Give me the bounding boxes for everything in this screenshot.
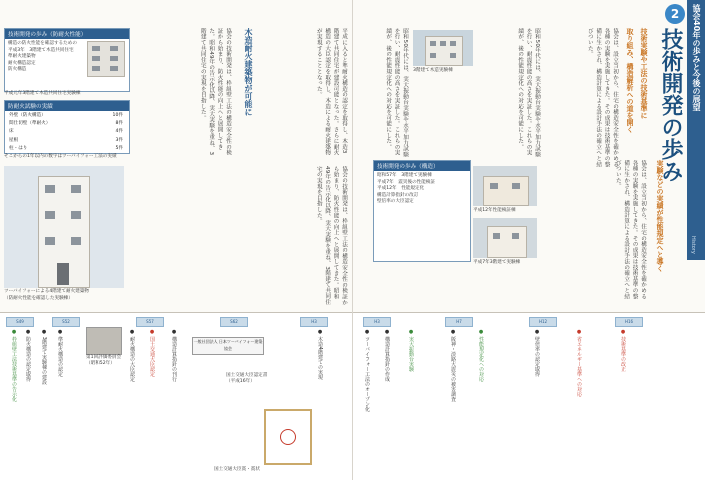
timeline-item: ● 木造4階建ての実現 xyxy=(317,329,323,380)
timeline-item: ● 国土交通大臣認定 xyxy=(149,329,155,377)
timeline-item: ● 防火構造の認定取得 xyxy=(25,329,31,382)
box-line: 耐火構造認定 xyxy=(8,60,36,66)
box-line: 防火構造 xyxy=(8,67,27,73)
structure-box xyxy=(373,160,471,262)
structure-box-title: 技術開発の歩み（構造） xyxy=(374,161,470,171)
timeline-item: ● 構造計算指針の刊行 xyxy=(171,329,177,382)
body-text-column: 昭和50年代には、実大振動台実験や水平加力試験を行い、耐震性能の高さを実証した。これらの実績が、後の性能規定化への対応を可能にした。 xyxy=(385,28,408,158)
chapter-number-badge: 2 xyxy=(665,4,685,24)
box-line: 平成7年 震災後の性能検証 xyxy=(377,179,436,185)
section-tab xyxy=(687,0,705,260)
association-logo: 一般社団法人 日本ツーバイフォー建築協会 xyxy=(192,337,264,355)
box-line: 平成12年 性能規定化 xyxy=(377,186,425,192)
table-row: 屋根 3件 xyxy=(9,137,123,143)
subheading: 実験などの実績が性能規定へと導く xyxy=(656,160,664,272)
timeline-year: H16 xyxy=(615,317,643,327)
timeline-item: ● 壁倍率の認定取得 xyxy=(534,329,540,377)
body-text-column: 協会は、設立当初から、住宅の構造安全性を確かめる各種の実験を実施してきた。その成果は技術基準の整備に生かされ、構造計算による設計手法の確立へと結びついた。 xyxy=(614,160,646,300)
timeline-item: ● 3階建て実験棟の建設 xyxy=(41,329,47,385)
subheading: 木造耐火建築物が可能に xyxy=(244,28,253,116)
four-story-building-image xyxy=(4,166,124,288)
section-tab-label: 協会40年の歩みと今後の展望 xyxy=(692,4,701,112)
timeline-item: ● ツーバイフォー工法のオープン化 xyxy=(364,329,370,412)
timeline-year: H7 xyxy=(445,317,473,327)
box-line: 昭和57年 3階建て実験棟 xyxy=(377,173,432,178)
fire-performance-box xyxy=(4,28,130,92)
body-text-column: 協会は、設立当初から、住宅の構造安全性を確かめる各種の実験を実施してきた。その成果は技術基準の整備に生かされ、構造計算による設計手法の確立へと結びついた。 xyxy=(586,28,618,168)
box-line: 準耐火建築物 xyxy=(8,54,36,60)
body-text-column: 昭和50年代には、実大振動台実験や水平加力試験を行い、耐震性能の高さを実証した。これらの実績が、後の性能規定化への対応を可能にした。 xyxy=(517,28,540,158)
house-image xyxy=(473,218,537,258)
chapter-title: 技術開発の歩み xyxy=(658,28,684,182)
timeline-item: ● 阪神・淡路大震災の被害調査 xyxy=(450,329,456,402)
timeline-left xyxy=(0,312,352,480)
timeline-item: ● 耐火構造の大臣認定 xyxy=(129,329,135,382)
fire-performance-box-title: 技術開発の歩み（防耐火性能） xyxy=(5,29,129,39)
box-line: 壁倍率の大臣認定 xyxy=(377,199,414,205)
history-label: History xyxy=(690,236,696,254)
timeline-right xyxy=(353,312,705,480)
certificate-caption-sub: （平成16年） xyxy=(226,379,255,384)
photo-caption: 平成7年3階建て実験棟 xyxy=(473,260,521,265)
fire-tests-box-title: 防耐火試験の実績 xyxy=(5,101,129,111)
table-row: 床 4件 xyxy=(9,129,123,135)
timeline-item: ● 実大振動台実験 xyxy=(408,329,414,372)
timeline-item: ● 性能規定化への対応 xyxy=(478,329,484,382)
group-photo-image xyxy=(86,327,122,355)
timeline-item: ● 技術基準の改正 xyxy=(620,329,626,372)
photo-caption: 3階建て木造実験棟 xyxy=(413,68,453,73)
table-row: 間仕切壁（準耐火） 8件 xyxy=(9,121,123,127)
table-row: 柱・はり 5件 xyxy=(9,145,123,151)
timeline-year: S62 xyxy=(220,317,248,327)
seal-icon xyxy=(280,429,296,445)
table-note: そこからの1年以内の数字はツーバイフォー工法の実績 xyxy=(4,154,117,159)
timeline-year: S52 xyxy=(52,317,80,327)
timeline-item: ● 枠組壁工法技術基準の告示化 xyxy=(11,329,17,402)
body-text-column: 協会の技術開発は、枠組壁工法の構造安全性の検証から始まり、防火性能の向上へと展開してきた。昭和49年の告示化以降、実大実験を重ね、3階建て共同住宅の実現を目指した。 xyxy=(199,28,231,156)
body-text-column: 協会の技術開発は、枠組壁工法の構造安全性の検証から始まり、防火性能の向上へと展開してきた。昭和49年の告示化以降、実大実験を重ね、3階建て共同住宅の実現を目指した。 xyxy=(315,166,347,306)
timeline-year: H12 xyxy=(529,317,557,327)
house-image xyxy=(473,166,537,206)
bottom-caption: 国土交通大臣賞・賞状 xyxy=(214,467,260,472)
fire-tests-box xyxy=(4,100,130,154)
photo-caption-sub: （防耐火性能を確認した実験棟） xyxy=(4,296,73,301)
body-text-column: 平成に入ると準耐火構造の認定を取得し、木造3階建て共同住宅が建設可能となった。さらに耐火構造の大臣認定を取得し、木造による耐火建築物が実現することとなった。 xyxy=(315,28,347,156)
fire-tests-table xyxy=(8,112,124,153)
timeline-item: ● 構造計算指針の作成 xyxy=(384,329,390,382)
timeline-item: ● 準耐火構造の認定 xyxy=(57,329,63,377)
timeline-year: S49 xyxy=(6,317,34,327)
box-line: 構造の防火性能を確認するための xyxy=(8,41,77,46)
box-line: 平成3年 3階建て木造共同住宅 xyxy=(8,47,74,53)
photo-caption: ツーバイフォーによる4階建て耐火建築物 xyxy=(4,289,90,294)
timeline-year: H3 xyxy=(363,317,391,327)
right-page xyxy=(353,0,705,480)
test-building-image xyxy=(413,30,473,66)
timeline-year: H3 xyxy=(300,317,328,327)
timeline-year: S57 xyxy=(136,317,164,327)
photo-caption-sub: （昭和52年） xyxy=(86,361,115,366)
photo-caption: 平成12年性能検証棟 xyxy=(473,208,516,213)
subheading: 技術実験や工法の技術基準に xyxy=(640,28,648,119)
subheading: 取り組み、構造解析への道を開く xyxy=(626,28,634,133)
apartment-building-image xyxy=(87,41,125,77)
photo-caption: 第1回評価委員会 xyxy=(86,355,122,360)
certificate-image xyxy=(264,409,312,465)
timeline-item: ● 省エネルギー基準への対応 xyxy=(576,329,582,397)
table-row: 外壁（防火構造） 10件 xyxy=(9,113,123,118)
box-line: 構造計算指針の改訂 xyxy=(377,192,419,198)
certificate-caption: 国土交通大臣認定書 xyxy=(226,373,268,378)
photo-caption: 平成元年3階建て木造共同住宅実験棟 xyxy=(4,91,81,96)
